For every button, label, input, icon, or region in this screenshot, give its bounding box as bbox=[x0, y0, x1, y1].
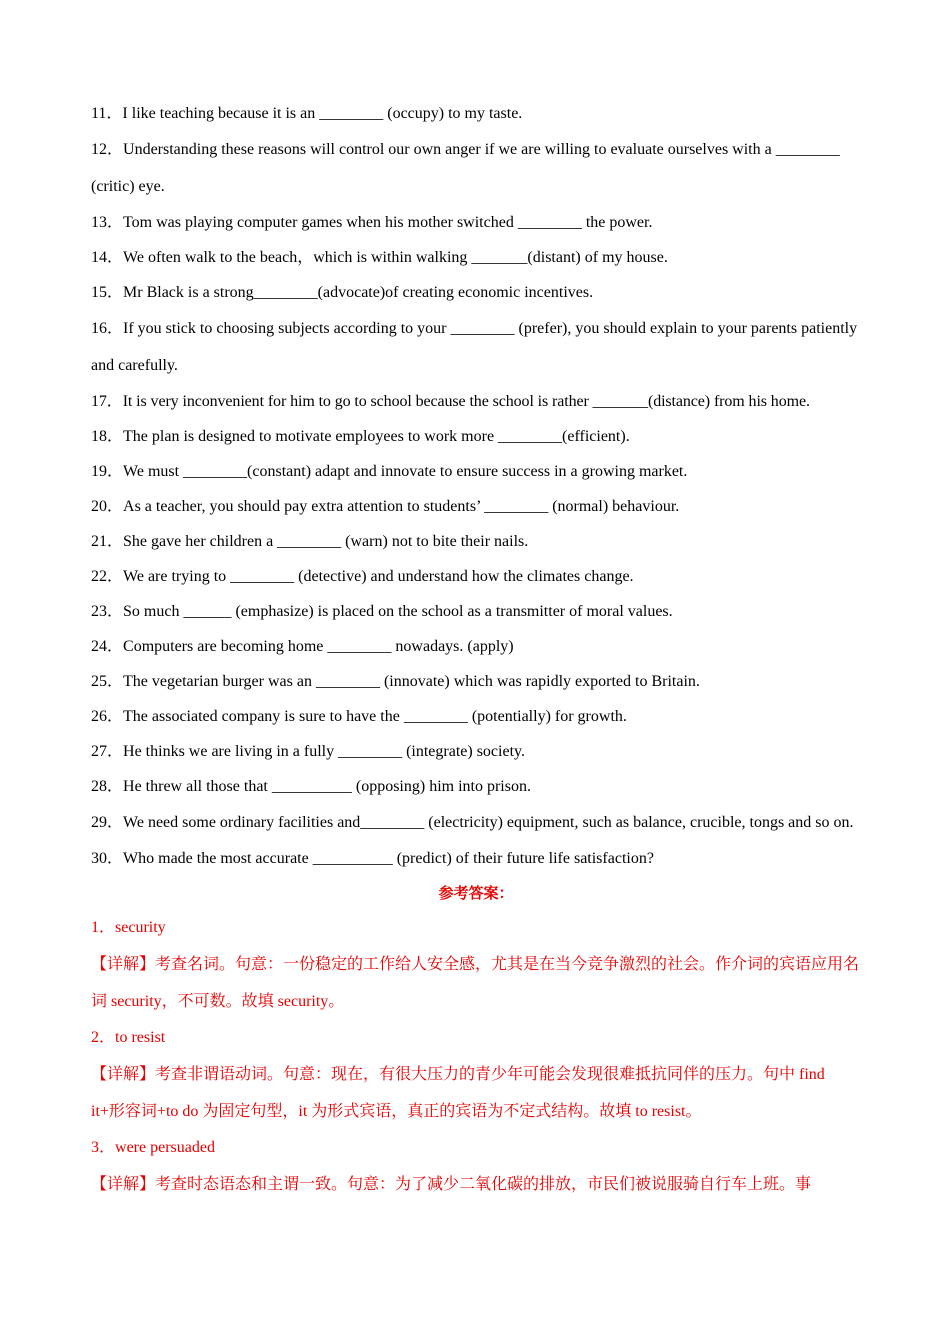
question-number: 30． bbox=[91, 850, 124, 867]
question-number: 15． bbox=[91, 284, 124, 301]
answer-explanation: 【详解】考查名词。句意：一份稳定的工作给人安全感，尤其是在当今竞争激烈的社会。作介词的宾语应用名词 security，不可数。故填 security。 bbox=[91, 956, 860, 1010]
question-item bbox=[91, 240, 861, 275]
question-number: 17． bbox=[91, 393, 123, 410]
question-item bbox=[91, 96, 861, 131]
question-number: 22． bbox=[91, 568, 124, 585]
answers-heading: 参考答案： bbox=[438, 884, 514, 902]
answer-text: to resist bbox=[115, 1029, 166, 1046]
answer-number: 1． bbox=[91, 919, 116, 936]
question-text: We need some ordinary facilities and________ (electricity) equipment, such as balance, crucible, tongs and so on. bbox=[123, 814, 854, 831]
answer-item bbox=[91, 1130, 861, 1166]
question-text: The associated company is sure to have the ________ (potentially) for growth. bbox=[123, 708, 627, 725]
question-item bbox=[91, 310, 861, 384]
question-text: We must ________(constant) adapt and innovate to ensure success in a growing market. bbox=[123, 463, 688, 480]
question-number: 14． bbox=[91, 249, 124, 266]
question-number: 27． bbox=[91, 743, 124, 760]
question-number: 20． bbox=[91, 498, 124, 515]
question-number: 12． bbox=[91, 141, 124, 158]
question-item bbox=[91, 524, 861, 559]
question-number: 21． bbox=[91, 533, 124, 550]
question-item bbox=[91, 664, 861, 699]
answer-text: were persuaded bbox=[115, 1139, 215, 1156]
question-text: Understanding these reasons will control our own anger if we are willing to evaluate ourselves with a ________ (critic) eye. bbox=[91, 141, 840, 195]
question-item bbox=[91, 594, 861, 629]
answer-number: 3． bbox=[91, 1139, 116, 1156]
question-text: The vegetarian burger was an ________ (innovate) which was rapidly exported to Britain. bbox=[123, 673, 700, 690]
question-text: He thinks we are living in a fully ________ (integrate) society. bbox=[123, 743, 525, 760]
question-item bbox=[91, 734, 861, 769]
question-text: Mr Black is a strong________(advocate)of creating economic incentives. bbox=[123, 284, 594, 301]
question-text: The plan is designed to motivate employees to work more ________(efficient). bbox=[123, 428, 630, 445]
question-item bbox=[91, 454, 861, 489]
question-text: If you stick to choosing subjects according to your ________ (prefer), you should explain to your parents patiently and carefully. bbox=[91, 320, 858, 374]
question-item bbox=[91, 804, 861, 841]
answer-explanation: 【详解】考查时态语态和主谓一致。句意：为了减少二氧化碳的排放，市民们被说服骑自行车上班。事 bbox=[91, 1176, 812, 1193]
question-item bbox=[91, 841, 861, 876]
question-text: We often walk to the beach，which is within walking _______(distant) of my house. bbox=[123, 249, 668, 266]
question-number: 16． bbox=[91, 320, 124, 337]
answer-item bbox=[91, 1020, 861, 1056]
question-item bbox=[91, 769, 861, 804]
answer-item bbox=[91, 910, 861, 946]
question-text: Computers are becoming home ________ nowadays. (apply) bbox=[123, 638, 514, 655]
question-number: 23． bbox=[91, 603, 124, 620]
question-text: It is very inconvenient for him to go to school because the school is rather _______(distance) from his home. bbox=[122, 393, 810, 410]
document-content bbox=[91, 96, 861, 1203]
question-number: 25． bbox=[91, 673, 124, 690]
question-number: 11． bbox=[91, 105, 123, 122]
question-text: Who made the most accurate __________ (predict) of their future life satisfaction? bbox=[123, 850, 654, 867]
question-item bbox=[91, 419, 861, 454]
question-item bbox=[91, 699, 861, 734]
question-item bbox=[91, 384, 861, 419]
question-item bbox=[91, 205, 861, 240]
question-list bbox=[91, 96, 861, 876]
question-text: I like teaching because it is an ________ (occupy) to my taste. bbox=[122, 105, 523, 122]
question-number: 28． bbox=[91, 778, 124, 795]
question-text: So much ______ (emphasize) is placed on the school as a transmitter of moral values. bbox=[123, 603, 673, 620]
answer-list bbox=[91, 910, 861, 1203]
question-number: 24． bbox=[91, 638, 124, 655]
question-text: Tom was playing computer games when his mother switched ________ the power. bbox=[123, 214, 653, 231]
question-number: 13． bbox=[91, 214, 124, 231]
question-item bbox=[91, 275, 861, 310]
question-item bbox=[91, 559, 861, 594]
question-text: He threw all those that __________ (opposing) him into prison. bbox=[123, 778, 531, 795]
question-item bbox=[91, 489, 861, 524]
question-number: 19． bbox=[91, 463, 124, 480]
question-number: 18． bbox=[91, 428, 124, 445]
answer-number: 2． bbox=[91, 1029, 116, 1046]
question-text: We are trying to ________ (detective) and understand how the climates change. bbox=[123, 568, 634, 585]
question-item bbox=[91, 131, 861, 205]
question-text: As a teacher, you should pay extra attention to students’ ________ (normal) behaviour. bbox=[123, 498, 680, 515]
question-text: She gave her children a ________ (warn) not to bite their nails. bbox=[123, 533, 529, 550]
answer-explanation: 【详解】考查非谓语动词。句意：现在，有很大压力的青少年可能会发现很难抵抗同伴的压力。句中 find it+形容词+to do 为固定句型，it 为形式宾语，真正的宾语为不定式结构。故填 to resist。 bbox=[91, 1066, 825, 1120]
question-number: 26． bbox=[91, 708, 124, 725]
answer-text: security bbox=[115, 919, 166, 936]
question-item bbox=[91, 629, 861, 664]
question-number: 29． bbox=[91, 814, 124, 831]
